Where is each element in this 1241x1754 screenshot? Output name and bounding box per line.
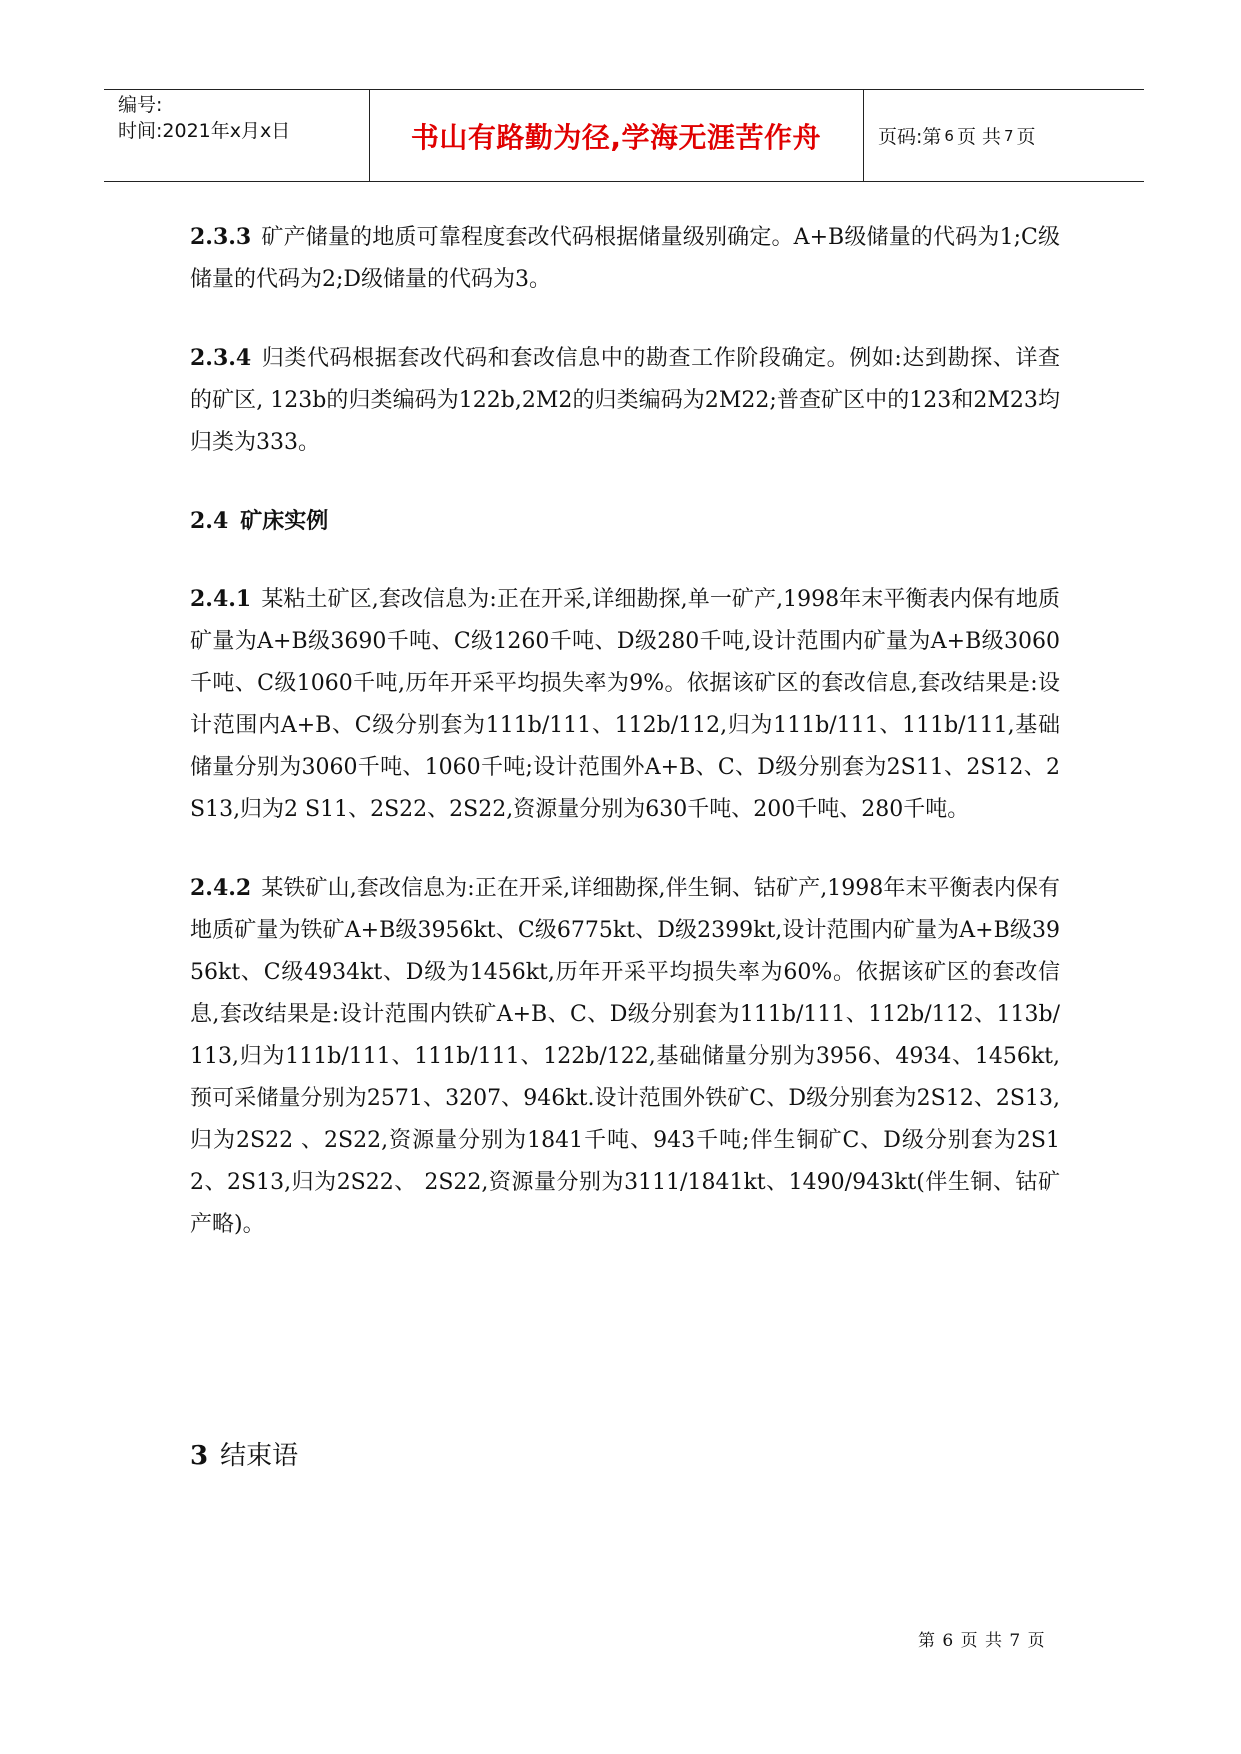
paragraph-text: 矿产储量的地质可靠程度套改代码根据储量级别确定。A+B级储量的代码为1;C级储量的代码为2;D级储量的代码为3。	[190, 225, 1060, 292]
paragraph-text: 某粘土矿区,套改信息为:正在开采,详细勘探,单一矿产,1998年末平衡表内保有地质矿量为A+B级3690千吨、C级1260千吨、D级280千吨,设计范围内矿量为A+B级3060千吨、C级1060千吨,历年开采平均损失率为9%。依据该矿区的套改信息,套改结果是:设计范围内A+B、C级分别套为111b/111、112b/112,归为111b/111、111b/111,基础储量分别为3060千吨、1060千吨;设计范围外A+B、C、D级分别套为2S11、2S12、2S13,归为2 S11、2S22、2S22,资源量分别为630千吨、200千吨、280千吨。	[190, 587, 1060, 822]
header-meta	[104, 90, 370, 181]
section-number: 2.3.4	[190, 345, 252, 371]
page-footer: 第 6 页 共 7 页	[918, 1631, 1046, 1651]
paragraph-2-4-1	[190, 578, 1060, 831]
serial-label: 编号:	[118, 94, 163, 116]
section-number: 2.4	[190, 508, 229, 534]
time-label: 时间:2021年x月x日	[118, 120, 291, 142]
section-number: 2.4.1	[190, 586, 252, 612]
header-page-number	[864, 90, 1144, 181]
paragraph-2-3-4	[190, 337, 1060, 464]
page-header	[104, 89, 1144, 182]
header-motto: 书山有路勤为径,学海无涯苦作舟	[410, 120, 822, 154]
heading-title: 结束语	[220, 1441, 299, 1471]
page-total: 7	[1004, 126, 1014, 145]
page-current: 6	[944, 126, 954, 145]
page-mid: 页 共	[956, 126, 1001, 148]
section-number: 2.3.3	[190, 224, 252, 250]
paragraph-2-3-3	[190, 216, 1060, 301]
section-number: 3	[190, 1441, 209, 1471]
paragraph-text: 归类代码根据套改代码和套改信息中的勘查工作阶段确定。例如:达到勘探、详查的矿区, 123b的归类编码为122b,2M2的归类编码为2M22;普查矿区中的123和2M23均归类为333。	[190, 346, 1060, 455]
heading-title: 矿床实例	[240, 508, 329, 534]
heading-3	[190, 1436, 298, 1476]
paragraph-2-4-2	[190, 867, 1060, 1246]
document-body	[190, 216, 1060, 1282]
section-number: 2.4.2	[190, 875, 252, 901]
paragraph-text: 某铁矿山,套改信息为:正在开采,详细勘探,伴生铜、钴矿产,1998年末平衡表内保有地质矿量为铁矿A+B级3956kt、C级6775kt、D级2399kt,设计范围内矿量为A+B级3956kt、C级4934kt、D级为1456kt,历年开采平均损失率为60%。依据该矿区的套改信息,套改结果是:设计范围内铁矿A+B、C、D级分别套为111b/111、112b/112、113b/113,归为111b/111、111b/111、122b/122,基础储量分别为3956、4934、1456kt,预可采储量分别为2571、3207、946kt.设计范围外铁矿C、D级分别套为2S12、2S13,归为2S22 、2S22,资源量分别为1841千吨、943千吨;伴生铜矿C、D级分别套为2S12、2S13,归为2S22、 2S22,资源量分别为3111/1841kt、1490/943kt(伴生铜、钴矿产略)。	[190, 876, 1060, 1237]
page-prefix: 页码:第	[878, 126, 942, 148]
heading-2-4	[190, 500, 1060, 542]
page-suffix: 页	[1016, 126, 1036, 148]
header-motto-cell	[369, 90, 864, 181]
